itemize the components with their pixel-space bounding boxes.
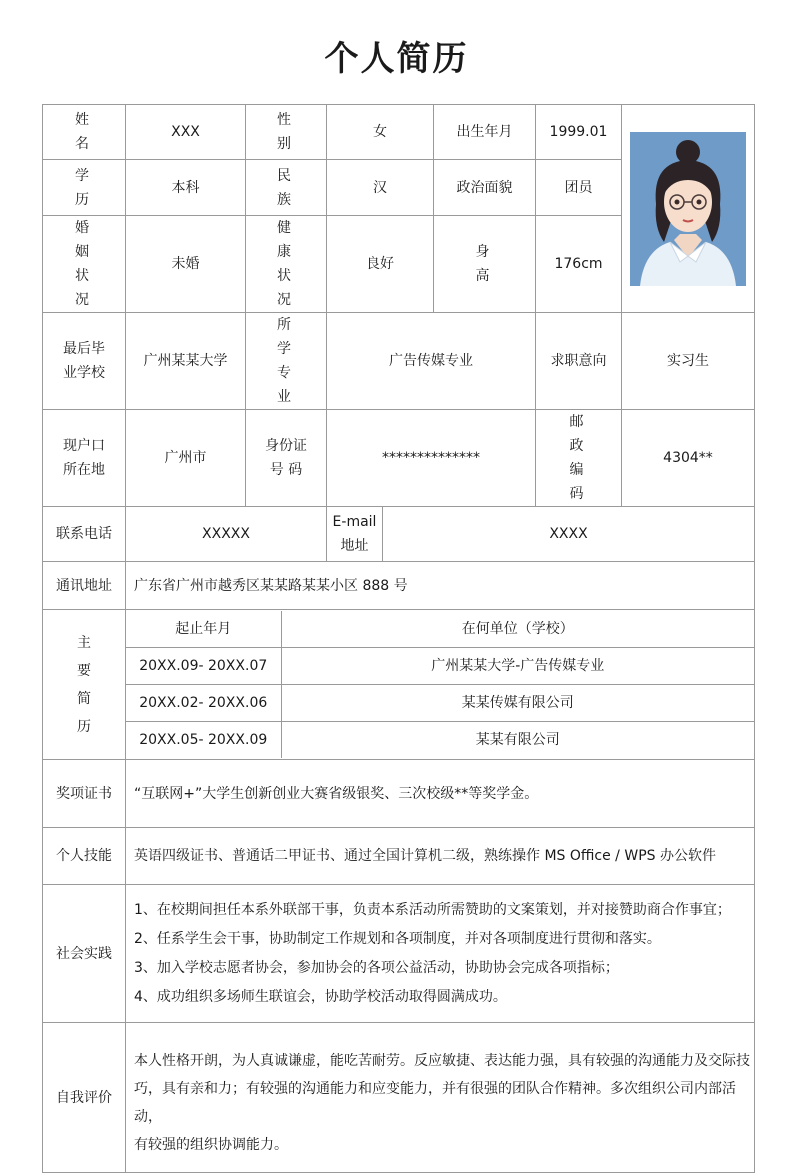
phone-value: XXXXX <box>126 507 327 562</box>
name-value: XXX <box>126 105 246 160</box>
evaluation-line: 本人性格开朗，为人真诚谦虚，能吃苦耐劳。反应敏捷、表达能力强，具有较强的沟通能力及交际技 <box>134 1053 750 1069</box>
history-label: 主 要 简 历 <box>43 610 126 760</box>
practice-label: 社会实践 <box>43 885 126 1023</box>
birth-label: 出生年月 <box>434 105 536 160</box>
list-item: 3、加入学校志愿者协会，参加协会的各项公益活动，协助协会完成各项指标； <box>134 959 619 976</box>
photo <box>622 105 755 313</box>
list-item: 1、在校期间担任本系外联部干事，负责本系活动所需赞助的文案策划，并对接赞助商合作事宜； <box>134 901 731 918</box>
awards-label: 奖项证书 <box>43 760 126 828</box>
ethnic-value: 汉 <box>327 160 434 216</box>
phone-label: 联系电话 <box>43 507 126 562</box>
list-item: 4、成功组织多场师生联谊会，协助学校活动取得圆满成功。 <box>134 988 507 1005</box>
evaluation-line: 有较强的组织协调能力。 <box>134 1137 288 1153</box>
address-value: 广东省广州市越秀区某某路某某小区 888 号 <box>126 562 755 610</box>
id-value: ************** <box>327 410 536 507</box>
history-section <box>126 610 755 760</box>
name-label: 姓 名 <box>43 105 126 160</box>
history-period: 20XX.09- 20XX.07 <box>126 648 281 685</box>
politics-label: 政治面貌 <box>434 160 536 216</box>
height-label: 身 高 <box>434 216 536 313</box>
history-table <box>126 611 754 758</box>
gender-label: 性 别 <box>246 105 327 160</box>
awards-text: “互联网+”大学生创新创业大赛省级银奖、三次校级**等奖学金。 <box>126 760 755 828</box>
history-header-period: 起止年月 <box>126 611 281 648</box>
history-period: 20XX.02- 20XX.06 <box>126 685 281 722</box>
history-org: 某某有限公司 <box>281 722 754 759</box>
evaluation-line: 巧，具有亲和力；有较强的沟通能力和应变能力，并有很强的团队合作精神。多次组织公司内部活动， <box>134 1081 736 1125</box>
postal-label: 邮 政 编 码 <box>536 410 622 507</box>
major-label: 所 学 专 业 <box>246 313 327 410</box>
hukou-value: 广州市 <box>126 410 246 507</box>
history-org: 广州某某大学-广告传媒专业 <box>281 648 754 685</box>
list-item: 2、任系学生会干事，协助制定工作规划和各项制度，并对各项制度进行贯彻和落实。 <box>134 930 661 947</box>
resume-table <box>42 104 755 1173</box>
school-value: 广州某某大学 <box>126 313 246 410</box>
id-label: 身份证 号 码 <box>246 410 327 507</box>
hukou-label: 现户口 所在地 <box>43 410 126 507</box>
intent-label: 求职意向 <box>536 313 622 410</box>
email-label: E-mail 地址 <box>327 507 383 562</box>
education-value: 本科 <box>126 160 246 216</box>
skills-label: 个人技能 <box>43 828 126 885</box>
marital-label: 婚 姻 状 况 <box>43 216 126 313</box>
gender-value: 女 <box>327 105 434 160</box>
email-value: XXXX <box>383 507 755 562</box>
major-value: 广告传媒专业 <box>327 313 536 410</box>
history-period: 20XX.05- 20XX.09 <box>139 732 268 748</box>
history-org: 某某传媒有限公司 <box>281 685 754 722</box>
education-label: 学 历 <box>43 160 126 216</box>
table-row <box>126 685 754 722</box>
intent-value: 实习生 <box>622 313 755 410</box>
height-value: 176cm <box>536 216 622 313</box>
politics-value: 团员 <box>536 160 622 216</box>
avatar-illustration <box>630 132 746 286</box>
evaluation-text <box>126 1023 755 1173</box>
history-header-org: 在何单位（学校） <box>281 611 754 648</box>
practice-list <box>126 885 755 1023</box>
marital-value: 未婚 <box>126 216 246 313</box>
school-label: 最后毕 业学校 <box>43 313 126 410</box>
address-label: 通讯地址 <box>43 562 126 610</box>
table-row <box>126 648 754 685</box>
health-label: 健 康 状 况 <box>246 216 327 313</box>
postal-value: 4304** <box>622 410 755 507</box>
table-row <box>126 722 754 759</box>
birth-value: 1999.01 <box>536 105 622 160</box>
ethnic-label: 民 族 <box>246 160 327 216</box>
health-value: 良好 <box>327 216 434 313</box>
evaluation-label: 自我评价 <box>43 1023 126 1173</box>
skills-text: 英语四级证书、普通话二甲证书、通过全国计算机二级，熟练操作 MS Office / WPS 办公软件 <box>126 828 755 885</box>
page-title: 个人简历 <box>324 39 469 79</box>
